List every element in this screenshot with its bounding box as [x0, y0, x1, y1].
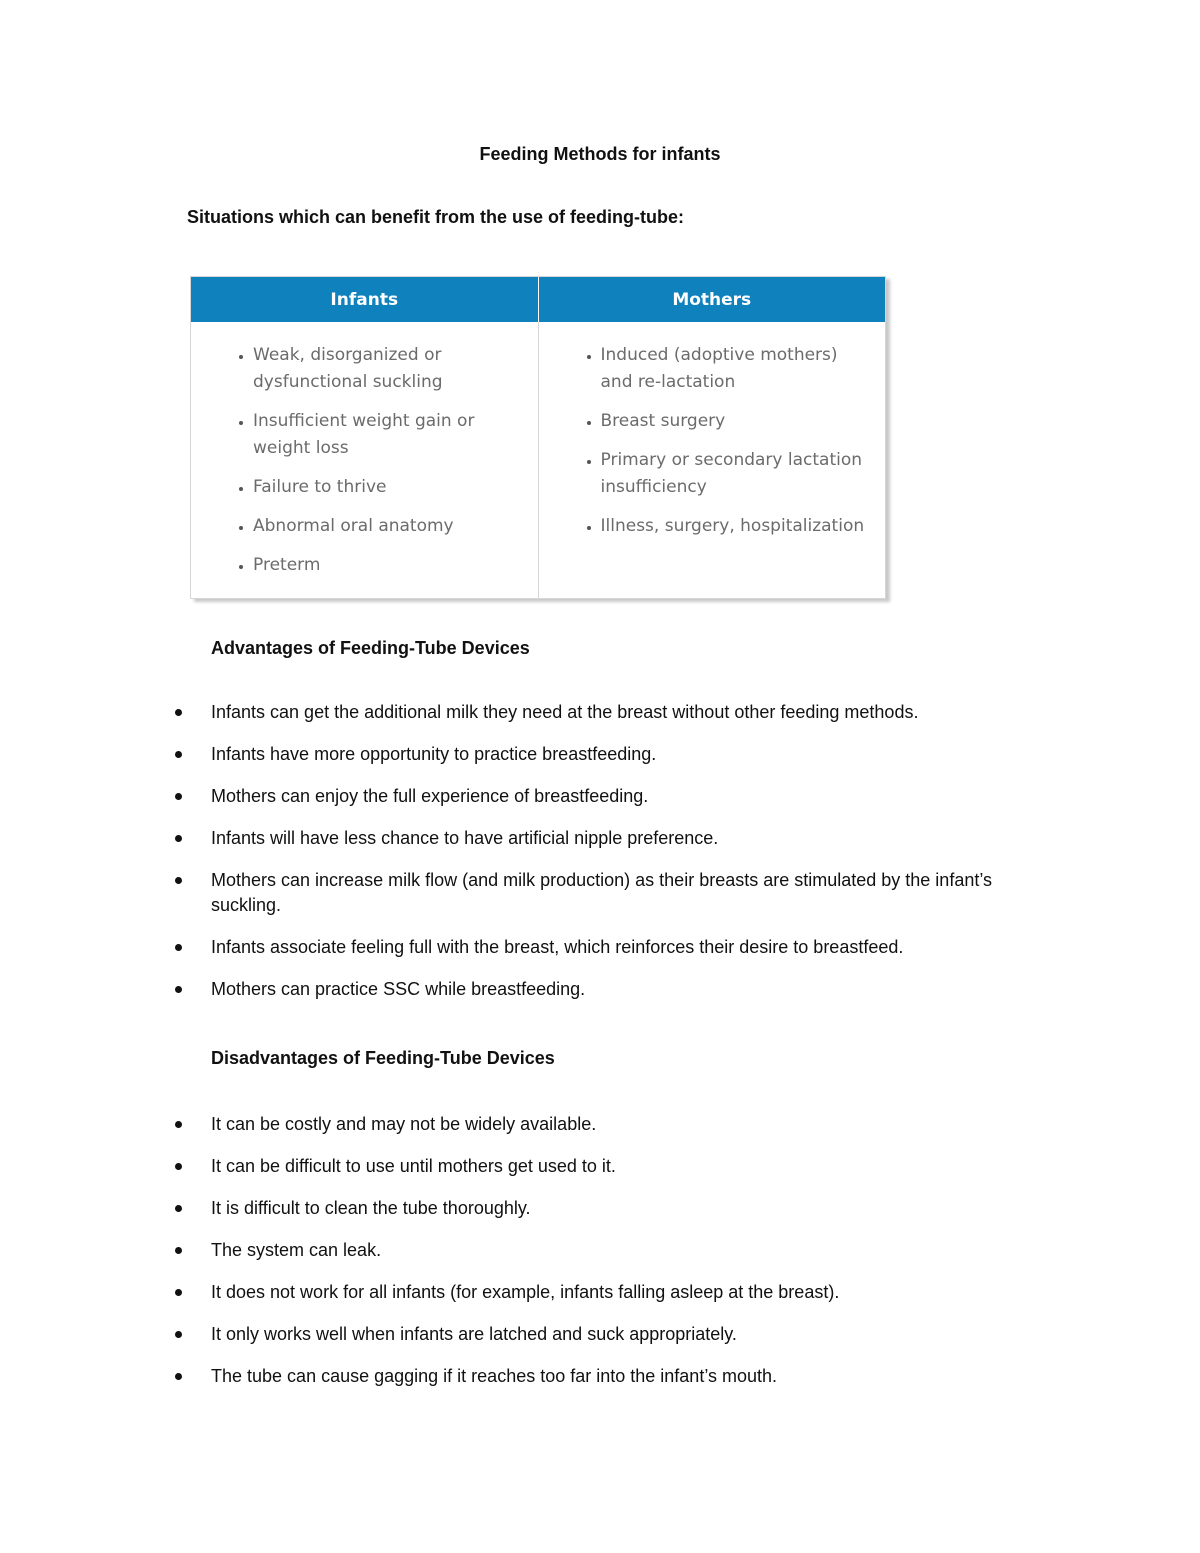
list-item: • Failure to thrive: [253, 474, 518, 501]
disadvantages-list: [174, 1112, 1024, 1406]
situations-heading: Situations which can benefit from the use of feeding-tube:: [187, 207, 685, 227]
list-item: Infants can get the additional milk they need at the breast without other feeding methods.: [174, 700, 1024, 725]
list-item: • Illness, surgery, hospitalization: [601, 513, 866, 540]
list-item: • Induced (adoptive mothers) and re-lactation: [601, 342, 866, 396]
disadvantages-heading: Disadvantages of Feeding-Tube Devices: [211, 1048, 555, 1068]
infants-list: [191, 342, 518, 579]
table-header-row: [191, 277, 885, 322]
list-item: It does not work for all infants (for example, infants falling asleep at the breast).: [174, 1280, 1024, 1305]
advantages-list: [174, 700, 1024, 1019]
table-body: [191, 322, 885, 598]
situations-table: [190, 276, 886, 599]
list-item: Mothers can increase milk flow (and milk production) as their breasts are stimulated by the infant’s suckling.: [174, 868, 1024, 918]
list-item: Infants have more opportunity to practice breastfeeding.: [174, 742, 1024, 767]
list-item: • Primary or secondary lactation insufficiency: [601, 447, 866, 501]
document-title: Feeding Methods for infants: [479, 144, 721, 164]
list-item: The system can leak.: [174, 1238, 1024, 1263]
list-item: Infants associate feeling full with the breast, which reinforces their desire to breastfeed.: [174, 935, 1024, 960]
infants-column-header: Infants: [191, 277, 538, 322]
mothers-column: [538, 322, 886, 598]
list-item: It can be costly and may not be widely available.: [174, 1112, 1024, 1137]
list-item: It is difficult to clean the tube thoroughly.: [174, 1196, 1024, 1221]
list-item: • Abnormal oral anatomy: [253, 513, 518, 540]
list-item: Mothers can practice SSC while breastfeeding.: [174, 977, 1024, 1002]
infants-column: [191, 322, 538, 598]
list-item: Infants will have less chance to have artificial nipple preference.: [174, 826, 1024, 851]
mothers-list: [539, 342, 866, 540]
list-item: • Weak, disorganized or dysfunctional suckling: [253, 342, 518, 396]
list-item: • Preterm: [253, 552, 518, 579]
mothers-column-header: Mothers: [538, 277, 886, 322]
list-item: The tube can cause gagging if it reaches too far into the infant’s mouth.: [174, 1364, 1024, 1389]
list-item: It can be difficult to use until mothers get used to it.: [174, 1154, 1024, 1179]
list-item: • Insufficient weight gain or weight loss: [253, 408, 518, 462]
advantages-heading: Advantages of Feeding-Tube Devices: [211, 638, 530, 658]
list-item: It only works well when infants are latched and suck appropriately.: [174, 1322, 1024, 1347]
list-item: • Breast surgery: [601, 408, 866, 435]
list-item: Mothers can enjoy the full experience of breastfeeding.: [174, 784, 1024, 809]
